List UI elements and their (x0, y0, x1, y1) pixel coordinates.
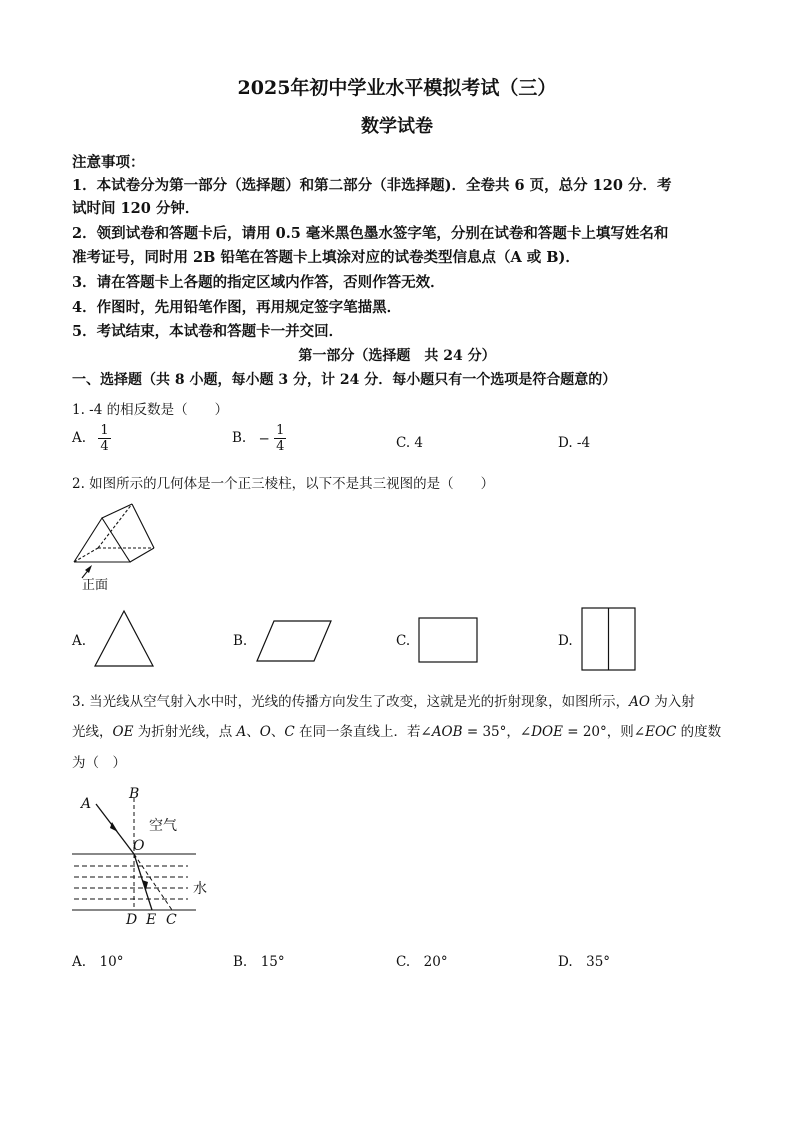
note-line-4: 准考证号，同时用 2B 铅笔在答题卡上填涂对应的试卷类型信息点（A 或 B)． (72, 249, 580, 266)
q2-a-triangle-view (92, 608, 156, 668)
q1-stem: 1. -4 的相反数是（ ） (72, 402, 229, 418)
q3-var-OE: OE (112, 724, 134, 740)
q3-line-1 (72, 690, 695, 710)
note-line-5: 3．请在答题卡上各题的指定区域内作答，否则作答无效． (72, 274, 445, 291)
exam-title: 2025年初中学业水平模拟考试（三） (237, 77, 557, 99)
note-line-2: 试时间 120 分钟． (72, 200, 200, 217)
notes-heading: 注意事项： (72, 154, 145, 171)
q1-option-d[interactable]: D. -4 (558, 435, 591, 451)
q3-line2-text-o: 的度数 (676, 724, 722, 740)
q2-stem: 2. 如图所示的几何体是一个正三棱柱，以下不是其三视图的是（ ） (72, 476, 495, 492)
q3-var-DOE: DOE (531, 724, 563, 740)
q3-var-C: C (284, 724, 295, 740)
q3-option-d[interactable]: D. 35° (558, 954, 611, 970)
q3-var-EOC: EOC (645, 724, 677, 740)
q3-line-3: 为（ ） (72, 755, 126, 771)
q3-var-O: O (259, 724, 271, 740)
fig-point-A: A (81, 796, 92, 812)
fig-point-B: B (129, 786, 140, 802)
note-line-1: 1．本试卷分为第一部分（选择题）和第二部分（非选择题)．全卷共 6 页，总分 120 分．考 (72, 177, 672, 194)
q3-line1-tail: 为入射 (650, 694, 695, 710)
q2-d-split-rectangle-view (580, 606, 638, 672)
fig-point-O: O (133, 838, 145, 854)
q2-option-a[interactable]: A. (72, 633, 87, 649)
q2-b-parallelogram-view (254, 618, 334, 664)
q1-b-fraction (274, 423, 286, 454)
q1-b-sign: − (258, 430, 270, 447)
note-line-3: 2．领到试卷和答题卡后，请用 0.5 毫米黑色墨水签字笔，分别在试卷和答题卡上填写姓名和 (72, 225, 669, 242)
q1-a-label: A. (72, 430, 87, 446)
fig-point-D: D (126, 912, 138, 928)
q2-option-d[interactable]: D. (558, 633, 573, 649)
fig-point-C: C (166, 912, 177, 928)
fig-label-air: 空气 (149, 818, 177, 834)
q3-line2-text-c: 为折射光线，点 (133, 724, 237, 740)
exam-subtitle: 数学试卷 (361, 116, 433, 137)
fig-label-water: 水 (193, 881, 207, 897)
q3-option-b[interactable]: B. 15° (233, 954, 285, 970)
q3-sep-2: 、 (270, 724, 285, 740)
fig-point-E: E (146, 912, 157, 928)
q3-line2-text-i: 在同一条直线上．若∠ (294, 724, 432, 740)
q1-option-c[interactable]: C. 4 (396, 435, 424, 451)
q1-a-denominator: 4 (100, 439, 109, 454)
q2-option-c[interactable]: C. (396, 633, 411, 649)
q3-line1-text: 3. 当光线从空气射入水中时，光线的传播方向发生了改变，这就是光的折射现象，如图所示， (72, 694, 630, 710)
q1-option-b[interactable] (232, 423, 286, 454)
note-line-6: 4．作图时，先用铅笔作图，再用规定签字笔描黑． (72, 299, 402, 316)
q3-sep-1: 、 (246, 724, 260, 740)
q2-c-rectangle-view (417, 616, 479, 664)
q3-option-a[interactable]: A. 10° (72, 954, 124, 970)
q1-b-denominator: 4 (276, 439, 285, 454)
q2-figure-label: 正面 (82, 578, 109, 593)
part1-title: 第一部分（选择题 共 24 分） (298, 348, 496, 364)
q3-var-AO: AO (629, 694, 650, 710)
q1-a-fraction (98, 423, 110, 454)
q3-var-AOB: AOB (431, 724, 463, 740)
q3-line2-text-k: = 35°，∠ (462, 724, 532, 740)
q3-line2-text-m: = 20°，则∠ (562, 724, 646, 740)
q3-line2-text-a: 光线， (72, 724, 113, 740)
q2-option-b[interactable]: B. (233, 633, 248, 649)
q3-var-A: A (236, 724, 247, 740)
q3-option-c[interactable]: C. 20° (396, 954, 448, 970)
q1-b-label: B. (232, 430, 247, 446)
note-line-7: 5．考试结束，本试卷和答题卡一并交回． (72, 323, 344, 340)
q1-b-numerator: 1 (276, 423, 285, 438)
q1-option-a[interactable] (72, 423, 111, 454)
q3-line-2 (72, 720, 721, 740)
section-heading: 一、选择题（共 8 小题，每小题 3 分，计 24 分．每小题只有一个选项是符合题意的） (72, 372, 617, 388)
q1-a-numerator: 1 (100, 423, 109, 438)
